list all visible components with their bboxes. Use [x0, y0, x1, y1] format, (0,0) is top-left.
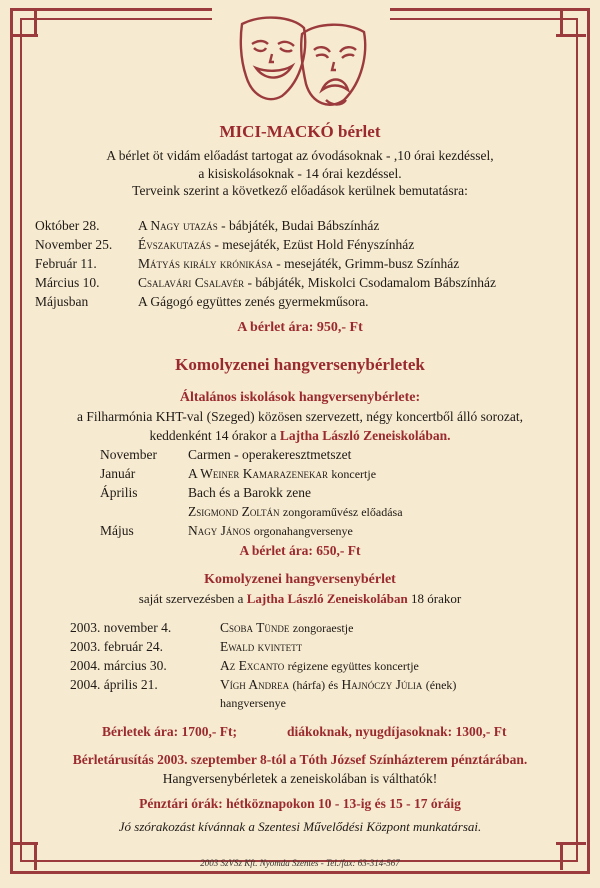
school-concert-desc: orgonahangversenye [253, 524, 353, 538]
sale-line: Bérletárusítás 2003. szeptember 8-tól a Tóth József Színházterem pénztárában. [72, 752, 528, 767]
kids-show-date: November 25. [35, 237, 113, 252]
kids-price: A bérlet ára: 950,- Ft [237, 320, 363, 335]
adult-venue: Lajtha László Zeneiskolában [246, 591, 408, 606]
school-concert-desc: zongoraművész előadása [282, 505, 403, 519]
school-concert-name: A Weiner Kamarazenekar [188, 466, 328, 481]
adult-concert [220, 677, 456, 693]
adult-concert-line2: hangversenye [220, 696, 286, 710]
adult-concert-name: Vígh Andrea [220, 677, 290, 692]
kids-show-desc: bábjáték, Budai Bábszínház [229, 218, 380, 233]
school-month: Április [100, 485, 138, 500]
adult-date: 2003. február 24. [70, 639, 163, 654]
frame-corner-tl [34, 8, 37, 36]
adult-heading: Komolyzenei hangversenybérlet [204, 572, 396, 587]
kids-show-desc: mesejáték, Ezüst Hold Fényszínház [222, 237, 415, 252]
school-concert-name: Nagy János [188, 523, 251, 538]
school-month: Január [100, 466, 136, 481]
frame-corner-tr-h [556, 34, 586, 37]
school-concert-name: Bach és a Barokk zene [188, 485, 311, 500]
kids-show-desc: bábjáték, Miskolci Csodamalom Bábszínház [255, 275, 497, 290]
kids-show-desc: A Gágogó együttes zenés gyermekműsora. [138, 294, 369, 309]
kids-show-name: Évszakutazás [138, 237, 212, 252]
intro-line-1: A bérlet öt vidám előadást tartogat az óvodásoknak - ,10 órai kezdéssel, [106, 148, 494, 163]
frame-corner-tl-h [10, 34, 38, 37]
intro-line-2: a kisiskolásoknak - 14 órai kezdéssel. [198, 166, 402, 181]
kids-show-item [138, 237, 414, 253]
adult-concert [220, 639, 302, 655]
kids-show-sep: - [211, 237, 223, 252]
frame-corner-tr [560, 8, 563, 36]
school-concert [188, 504, 403, 520]
school-desc-1: a Filharmónia KHT-val (Szeged) közösen szervezett, négy koncertből álló sorozat, [77, 409, 523, 424]
school-heading: Általános iskolások hangversenybérlete: [179, 390, 421, 405]
kids-show-sep: - [244, 275, 256, 290]
kids-show-desc: mesejáték, Grimm-busz Színház [284, 256, 460, 271]
adult-concert-desc: zongoraestje [292, 621, 354, 635]
school-concert-name: Carmen - operakeresztmetszet [188, 447, 352, 462]
school-venue: Lajtha László Zeneiskolában. [279, 428, 451, 443]
kids-show-date: Májusban [35, 294, 89, 309]
kids-show-date: Február 11. [35, 256, 97, 271]
adult-concert-name: Az Excanto [220, 658, 285, 673]
frame-corner-br-h [556, 842, 586, 845]
adult-price-reduced: diákoknak, nyugdíjasoknak: 1300,- Ft [287, 724, 507, 739]
printer-footer: 2003 SzVSz Kft. Nyomda Szentes - Tel./fax: 63-314-567 [200, 858, 400, 868]
school-concert [188, 523, 353, 539]
frame-corner-bl-h [10, 842, 38, 845]
intro-line-3: Terveink szerint a következő előadások kerülnek bemutatásra: [132, 183, 468, 198]
kids-show-date: Október 28. [35, 218, 100, 233]
school-concert-desc: koncertje [331, 467, 377, 481]
kids-show-name: Csalavári Csalavér [138, 275, 245, 290]
school-concert [188, 485, 311, 501]
kids-show-item [138, 256, 459, 272]
adult-concert-name: Ewald kvintett [220, 639, 303, 654]
theatre-masks-icon [232, 10, 372, 114]
school-desc-2-text: keddenként 14 órakor a [149, 428, 277, 443]
school-desc-2 [0, 428, 600, 444]
adult-concert-desc-2: (ének) [425, 678, 457, 692]
school-price: A bérlet ára: 650,- Ft [239, 543, 361, 558]
adult-concert [220, 620, 353, 636]
adult-date: 2003. november 4. [70, 620, 172, 635]
kids-show-item [138, 218, 379, 234]
adult-concert-name: Csoba Tünde [220, 620, 290, 635]
school-concert [188, 466, 376, 482]
school-concert-name: Zsigmond Zoltán [188, 504, 280, 519]
concert-heading: Komolyzenei hangversenybérletek [175, 355, 425, 374]
kids-show-item [138, 275, 496, 291]
school-month: Május [100, 523, 134, 538]
adult-date: 2004. április 21. [70, 677, 158, 692]
kids-show-name: Mátyás király krónikása [138, 256, 273, 271]
adult-date: 2004. március 30. [70, 658, 167, 673]
adult-sub-time: 18 órakor [411, 591, 462, 606]
adult-concert [220, 658, 419, 674]
kids-show-sep: - [272, 256, 285, 271]
exchange-line: Hangversenybérletek a zeneiskolában is válthatók! [162, 771, 438, 786]
kids-show-date: Március 10. [35, 275, 100, 290]
kids-show-name: A Nagy utazás [138, 218, 218, 233]
kids-show-item [138, 294, 369, 310]
adult-sub [0, 591, 600, 607]
adult-price-full: Bérletek ára: 1700,- Ft; [102, 724, 237, 739]
office-hours: Pénztári órák: hétköznapokon 10 - 13-ig és 15 - 17 óráig [139, 796, 461, 811]
adult-concert-desc: régizene együttes koncertje [287, 659, 419, 673]
adult-concert-desc: (hárfa) és [292, 678, 339, 692]
adult-concert-name-2: Hajnóczy Júlia [341, 677, 423, 692]
kids-show-sep: - [217, 218, 230, 233]
adult-sub-text: saját szervezésben a [138, 591, 244, 606]
page-title: MICI-MACKÓ bérlet [219, 122, 381, 141]
wish-line: Jó szórakozást kívánnak a Szentesi Művelődési Központ munkatársai. [118, 819, 482, 834]
school-month: November [100, 447, 157, 462]
school-concert [188, 447, 351, 463]
